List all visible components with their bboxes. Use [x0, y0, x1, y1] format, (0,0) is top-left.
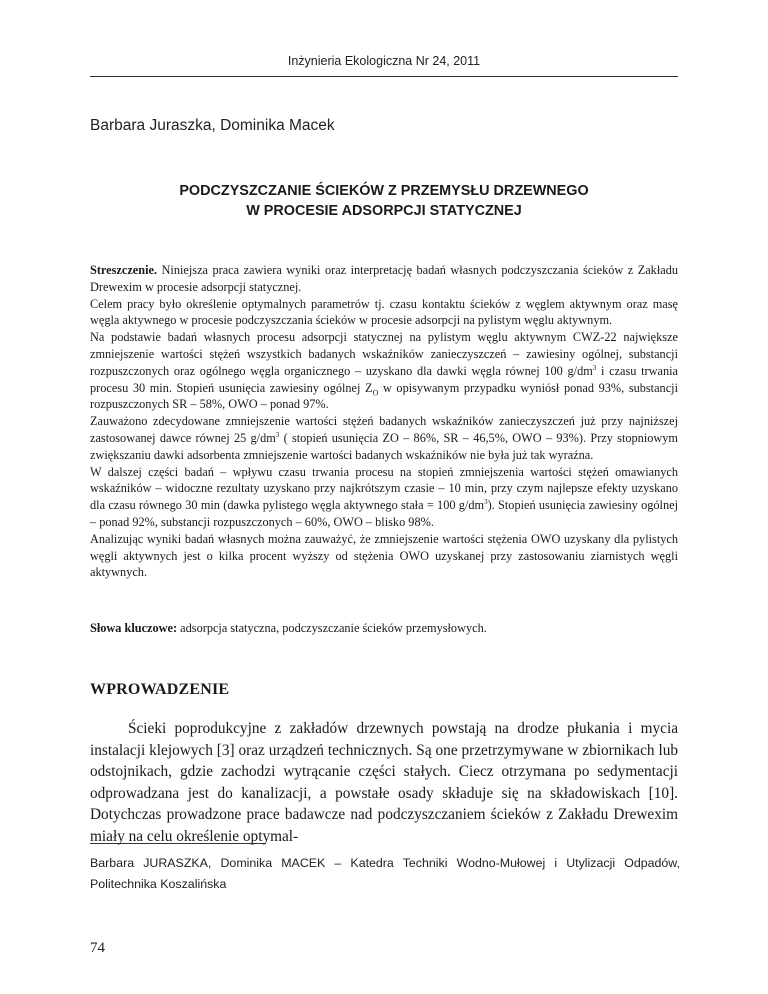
abstract-paragraph-2: Celem pracy było określenie optymalnych parametrów tj. czasu kontaktu ścieków z węglem aktywnym oraz masę węgla aktywnego w procesie podczyszczania ścieków w procesie adsorpcji na pylistym węglu aktywnym.	[90, 296, 678, 328]
abstract-p5-sup: 3	[484, 498, 488, 507]
abstract	[90, 262, 678, 581]
abstract-p4-b: ( stopień usunięcia ZO – 86%, SR – 46,5%, OWO – 93%). Przy stopniowym zwiększaniu dawki adsorbenta zmniejszenie wartości badanych wskaźników nie była już tak wyraźna.	[90, 430, 678, 462]
abstract-p4-a: Zauważono zdecydowane zmniejszenie wartości stężeń badanych wskaźników zanieczyszczeń już przy najniższej zastosowanej dawce równej 25 g/dm	[90, 414, 678, 445]
header-rule	[90, 76, 678, 77]
abstract-lead: Streszczenie.	[90, 263, 158, 277]
abstract-paragraph-5	[90, 464, 678, 531]
authors: Barbara Juraszka, Dominika Macek	[90, 117, 335, 134]
intro-paragraph: Ścieki poprodukcyjne z zakładów drzewnych powstają na drodze płukania i mycia instalacji klejowych [3] oraz urządzeń technicznych. Są one przetrzymywane w zbiornikach lub odstojnikach, gdzie zachodzi wytrącanie części stałych. Ciecz otrzymana po sedymentacji odprowadzana jest do kanalizacji, a powstałe osady składuje się na składowiskach [10]. Dotychczas prowadzone prace badawcze nad podczyszczaniem ścieków z Zakładu Drewexim miały na celu określenie optymal-	[90, 720, 678, 845]
title-line-2: W PROCESIE ADSORPCJI STATYCZNEJ	[246, 203, 522, 219]
abstract-p3-sup: 3	[592, 363, 597, 372]
abstract-p5-b: ). Stopień usunięcia zawiesiny ogólnej – ponad 92%, substancji rozpuszczonych – 60%, OWO – blisko 98%.	[90, 498, 678, 529]
page-number: 74	[90, 940, 105, 956]
abstract-p3-a: Na podstawie badań własnych procesu adsorpcji statycznej na pylistym węglu aktywnym CWZ-22 największe zmniejszenie wartości stężeń wszystkich badanych wskaźników zanieczyszczeń – zawiesiny ogólnej, substancji rozpuszczonych oraz ogólnego węgla organicznego – uzyskano dla dawki węgla równej 100 g/dm	[90, 330, 678, 378]
running-header: Inżynieria Ekologiczna Nr 24, 2011	[287, 54, 481, 68]
abstract-p3-sub: O	[372, 388, 379, 398]
abstract-p3-b: i czasu trwania procesu 30 min. Stopień usunięcia zawiesiny ogólnej Z	[90, 363, 678, 395]
title-line-1: PODCZYSZCZANIE ŚCIEKÓW Z PRZEMYSŁU DRZEWNEGO	[179, 183, 589, 199]
abstract-paragraph-4	[90, 413, 678, 463]
section-heading: WPROWADZENIE	[90, 681, 230, 698]
footnote-rule	[90, 843, 266, 844]
keywords-label: Słowa kluczowe:	[90, 621, 178, 635]
abstract-paragraph-3	[90, 329, 678, 413]
abstract-p4-sup: 3	[275, 430, 280, 439]
author-affiliation-footnote: Barbara JURASZKA, Dominika MACEK – Katedra Techniki Wodno-Mułowej i Utylizacji Odpadów, Politechnika Koszalińska	[90, 856, 680, 891]
abstract-p5-a: W dalszej części badań – wpływu czasu trwania procesu na stopień zmniejszenia wartości stężeń omawianych wskaźników – widoczne rezultaty uzyskano przy najkrótszym czasie – 10 min, przy czym najlepsze efekty uzyskano dla czasu równego 30 min (dawka pylistego węgla aktywnego stała = 100 g/dm	[90, 464, 678, 513]
keywords-text: adsorpcja statyczna, podczyszczanie ścieków przemysłowych.	[177, 621, 487, 635]
abstract-paragraph-6: Analizując wyniki badań własnych można zauważyć, że zmniejszenie wartości stężenia OWO uzyskany dla pylistych węgli aktywnych jest o kilka procent wyższy od stężenia OWO uzyskanej przy zastosowaniu ziarnistych węgli aktywnych.	[90, 531, 678, 580]
abstract-p1-text: Niniejsza praca zawiera wyniki oraz interpretację badań własnych podczyszczania ścieków z Zakładu Drewexim w procesie adsorpcji statycznej.	[90, 263, 678, 294]
paper-title	[90, 181, 678, 221]
abstract-p3-c: w opisywanym przypadku wyniósł ponad 93%, substancji rozpuszczonych SR – 58%, OWO – ponad 97%.	[90, 380, 678, 412]
keywords	[90, 620, 678, 636]
abstract-paragraph-1	[90, 262, 678, 296]
